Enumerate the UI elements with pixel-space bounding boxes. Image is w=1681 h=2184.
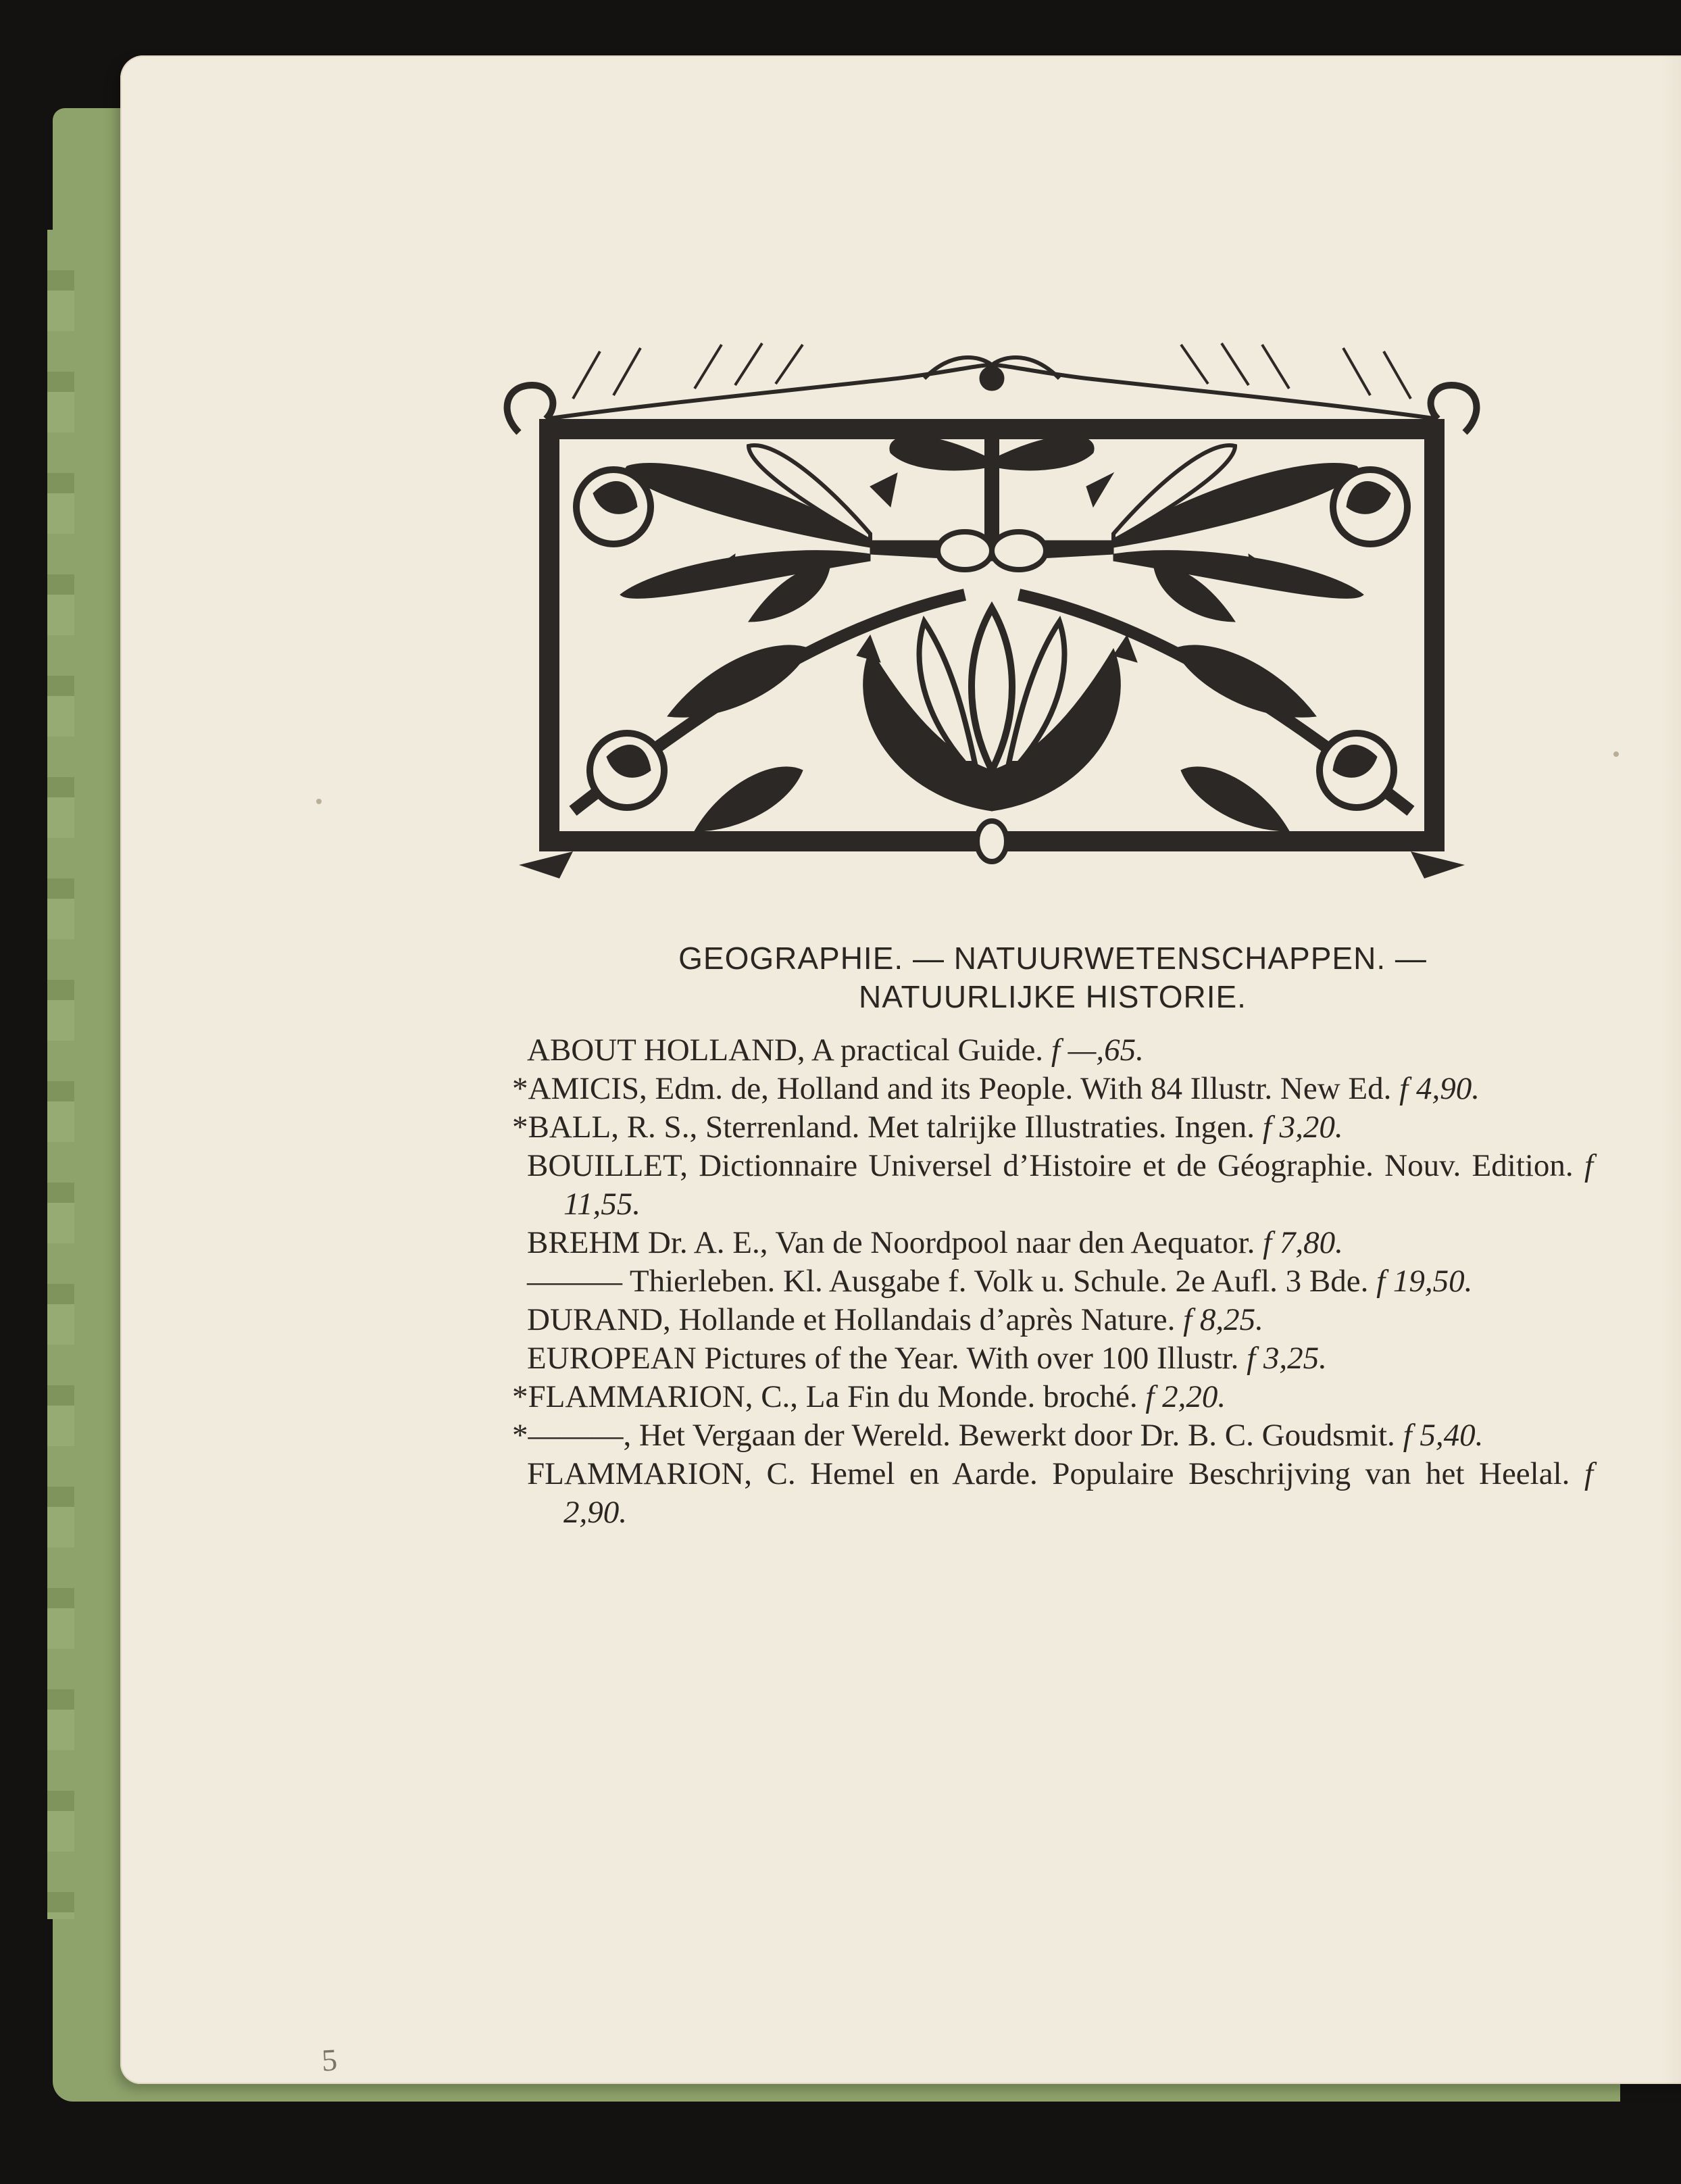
dragonfly-floral-woodcut-icon [492, 338, 1492, 892]
section-heading [512, 939, 1593, 1016]
entry-text: *BALL, R. S., Sterrenland. Met talrijke Illustraties. Ingen. [512, 1110, 1263, 1145]
paper-speck [1613, 751, 1619, 757]
page-shadow-edge [1661, 55, 1681, 2084]
entry-text: EUROPEAN Pictures of the Year. With over 100 Illustr. [527, 1341, 1247, 1376]
catalogue-entry [512, 1301, 1593, 1339]
paper-speck [316, 799, 322, 804]
section-heading-line-1: GEOGRAPHIE. — NATUURWETENSCHAPPEN. — [678, 941, 1427, 976]
catalogue-text [512, 939, 1593, 1532]
entry-text: *AMICIS, Edm. de, Holland and its People. With 84 Illustr. New Ed. [512, 1071, 1400, 1106]
catalogue-entry [512, 1108, 1593, 1147]
entry-price: f 5,40. [1403, 1418, 1484, 1453]
catalogue-entry [512, 1339, 1593, 1378]
entry-price: f 2,20. [1145, 1379, 1226, 1414]
entry-text: BREHM Dr. A. E., Van de Noordpool naar den Aequator. [527, 1225, 1263, 1260]
entry-price: f —,65. [1051, 1033, 1144, 1068]
entry-price: f 11,55. [563, 1148, 1593, 1222]
entry-price: f 3,25. [1247, 1341, 1327, 1376]
entry-price: f 8,25. [1183, 1302, 1263, 1337]
section-heading-line-2: NATUURLIJKE HISTORIE. [859, 979, 1247, 1014]
entry-text: *———, Het Vergaan der Wereld. Bewerkt door Dr. B. C. Goudsmit. [512, 1418, 1403, 1453]
entry-price: f 3,20. [1262, 1110, 1343, 1145]
entry-price: f 19,50. [1376, 1264, 1473, 1299]
catalogue-entry [512, 1224, 1593, 1262]
entry-text: BOUILLET, Dictionnaire Universel d’Histoire et de Géographie. Nouv. Edition. [527, 1148, 1584, 1183]
catalogue-entry [512, 1147, 1593, 1224]
entry-text: ——— Thierleben. Kl. Ausgabe f. Volk u. Schule. 2e Aufl. 3 Bde. [527, 1264, 1377, 1299]
entry-text: DURAND, Hollande et Hollandais d’après Nature. [527, 1302, 1184, 1337]
entry-text: FLAMMARION, C. Hemel en Aarde. Populaire Beschrijving van het Heelal. [527, 1456, 1584, 1491]
catalogue-entry [512, 1262, 1593, 1301]
entry-price: f 2,90. [563, 1456, 1593, 1530]
entry-price: f 4,90. [1399, 1071, 1480, 1106]
catalogue-entry [512, 1416, 1593, 1455]
catalogue-entry [512, 1378, 1593, 1416]
catalogue-entry [512, 1070, 1593, 1108]
entry-text: *FLAMMARION, C., La Fin du Monde. broché. [512, 1379, 1146, 1414]
page-number: 5 [320, 2042, 338, 2078]
catalogue-entry [512, 1031, 1593, 1070]
entry-text: ABOUT HOLLAND, A practical Guide. [527, 1033, 1051, 1068]
entry-price: f 7,80. [1263, 1225, 1343, 1260]
catalogue-entry [512, 1455, 1593, 1532]
